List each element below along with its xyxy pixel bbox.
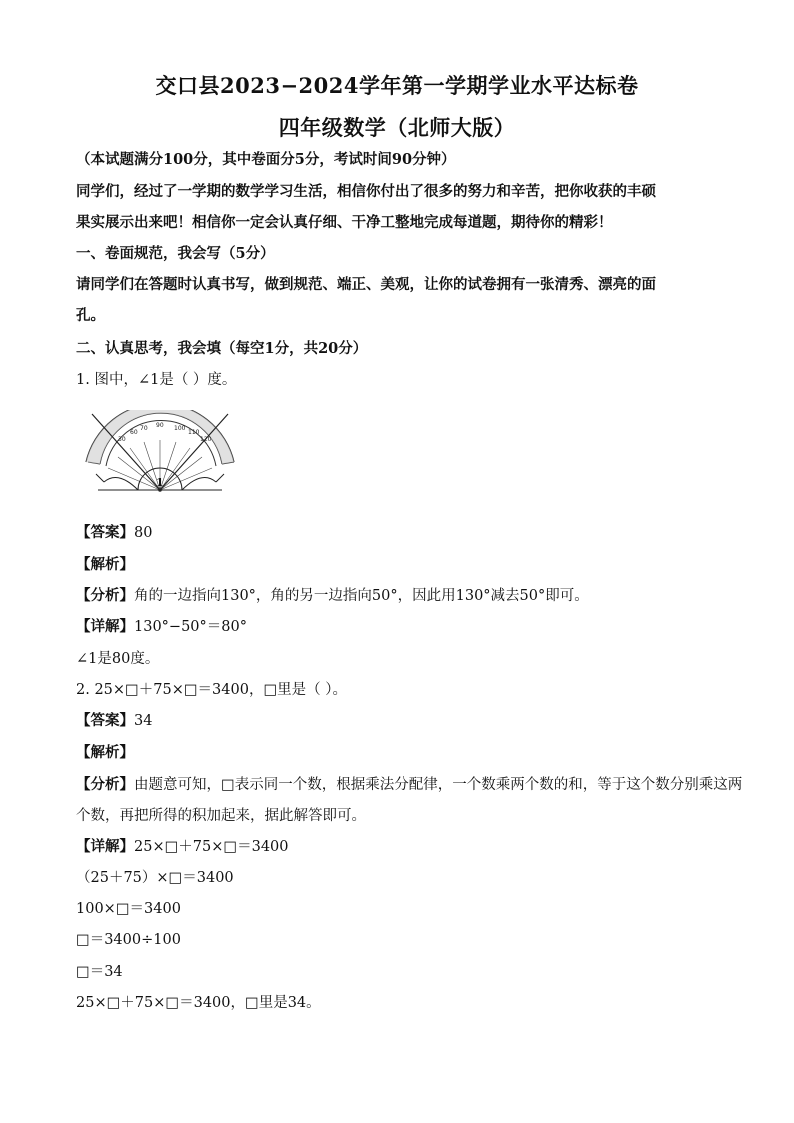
q2-xiangjie-tag: 【详解】 [76,838,134,855]
q2-step-1: 25×□＋75×□＝3400 [134,839,289,855]
q2-answer: 34 [134,713,153,729]
exam-subtitle: 四年级数学（北师大版） [278,115,516,140]
svg-text:100: 100 [174,425,186,432]
intro-line-1: 同学们，经过了一学期的数学学习生活，相信你付出了很多的努力和辛苦，把你收获的丰硕 [76,183,656,200]
q2-fenxi-tag: 【分析】 [76,776,134,793]
q1-xiangjie-tag: 【详解】 [76,618,134,635]
q2-answer-row [76,711,726,731]
svg-text:70: 70 [140,425,148,432]
q2-fenxi-line-2: 个数，再把所得的积加起来，据此解答即可。 [76,808,366,824]
protractor-figure [78,410,240,502]
q2-step-2: （25＋75）×□＝3400 [76,870,234,886]
exam-title: 交口县2023−2024学年第一学期学业水平达标卷 [155,73,639,98]
svg-text:30: 30 [118,436,126,443]
svg-text:120: 120 [200,436,212,443]
q1-answer-row [76,523,726,543]
q2-question: 2. 25×□＋75×□＝3400，□里是（ ）。 [76,682,348,698]
q2-analysis-tag: 【解析】 [76,744,134,761]
q2-step-5: □＝34 [76,964,123,980]
svg-text:60: 60 [130,429,138,436]
q1-xiangjie: 130°−50°＝80° [134,619,247,635]
q2-fenxi-line-1: 由题意可知，□表示同一个数，根据乘法分配律，一个数乘两个数的和，等于这个数分别乘这两 [134,777,743,793]
q1-fenxi-tag: 【分析】 [76,587,134,604]
q2-xiangjie-row [76,837,726,857]
intro-line-2: 果实展示出来吧！相信你一定会认真仔细、干净工整地完成每道题，期待你的精彩！ [76,214,613,231]
q1-xiangjie-row [76,617,726,637]
q1-conclusion: ∠1是80度。 [76,651,160,667]
section2-heading: 二、认真思考，我会填（每空1分，共20分） [76,340,368,357]
q2-fenxi-row [76,775,743,795]
svg-text:90: 90 [156,422,164,429]
q2-answer-tag: 【答案】 [76,712,134,729]
q1-fenxi-row [76,586,726,606]
section1-text-line-1: 请同学们在答题时认真书写，做到规范、端正、美观，让你的试卷拥有一张清秀、漂亮的面 [76,276,656,293]
q1-answer-tag: 【答案】 [76,524,134,541]
section1-heading: 一、卷面规范，我会写（5分） [76,245,275,262]
angle-label: 1 [156,476,164,489]
q2-conclusion: 25×□＋75×□＝3400，□里是34。 [76,995,321,1011]
q1-answer: 80 [134,525,153,541]
q2-step-3: 100×□＝3400 [76,901,181,917]
q2-step-4: □＝3400÷100 [76,932,181,948]
q1-question: 1. 图中，∠1是（ ）度。 [76,372,237,388]
svg-text:110: 110 [188,429,200,436]
q1-fenxi: 角的一边指向130°，角的另一边指向50°，因此用130°减去50°即可。 [134,588,589,604]
section1-text-line-2: 孔。 [76,307,105,324]
q1-analysis-tag: 【解析】 [76,556,134,573]
exam-note: （本试题满分100分，其中卷面分5分，考试时间90分钟） [76,151,456,168]
